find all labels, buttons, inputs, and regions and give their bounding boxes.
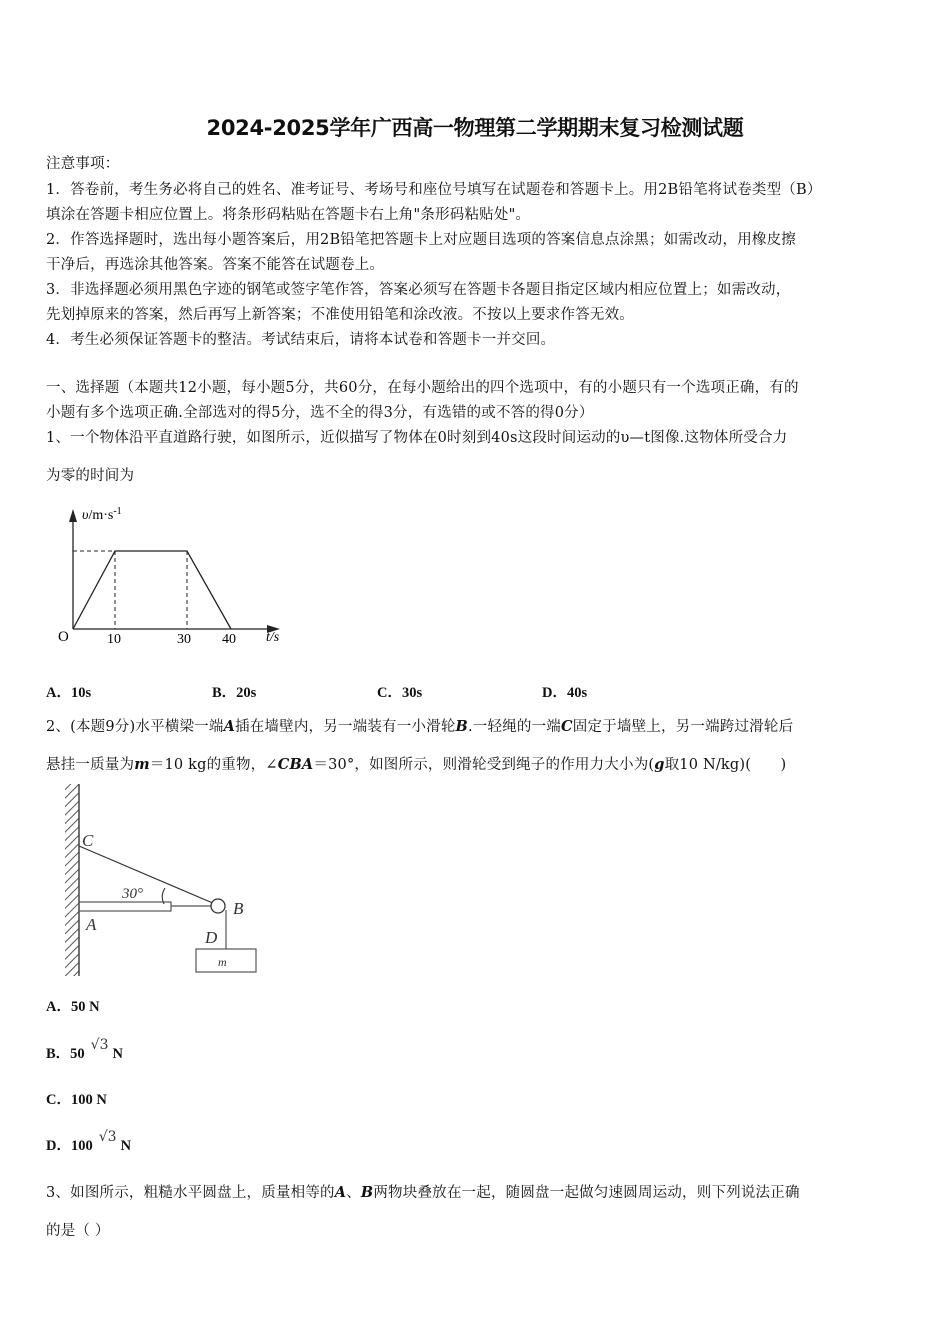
q1-graph-tick-30: 30 <box>177 632 191 647</box>
q3-stem-line-2: 的是（ ） <box>46 1223 110 1239</box>
q1-graph-ylabel: $\upsilon/m\cdot s^{-1}$ <box>82 506 122 523</box>
svg-text:D: D <box>205 928 218 947</box>
notice-line-5: 3．非选择题必须用黑色字迹的钢笔或签字笔作答，答案必须写在答题卡各题目指定区域内相应位置上；如需改动， <box>46 282 791 298</box>
q1-option-d[interactable]: D．40s <box>542 685 588 701</box>
q3-stem-line-1: 3、如图所示，粗糙水平圆盘上，质量相等的A、B两物块叠放在一起，随圆盘一起做匀速圆周运动，则下列说法正确 <box>46 1184 800 1201</box>
svg-text:A: A <box>86 915 97 934</box>
section-1-intro-line-2: 小题有多个选项正确.全部选对的得5分，选不全的得3分，有选错的或不答的得0分） <box>46 405 594 421</box>
page-title: 2024-2025学年广西高一物理第二学期期末复习检测试题 <box>206 116 744 140</box>
sqrt-symbol: √3 <box>90 1037 109 1053</box>
notice-line-1: 1．答卷前，考生务必将自己的姓名、准考证号、考场号和座位号填写在试题卷和答题卡上。用2B铅笔将试卷类型（B） <box>46 182 822 198</box>
q1-graph-xlabel: t/s <box>266 630 280 645</box>
section-1-intro-line-1: 一、选择题（本题共12小题，每小题5分，共60分，在每小题给出的四个选项中，有的小题只有一个选项正确，有的 <box>46 380 799 396</box>
notice-line-4: 干净后，再选涂其他答案。答案不能答在试题卷上。 <box>46 257 385 273</box>
notice-line-6: 先划掉原来的答案，然后再写上新答案；不准使用铅笔和涂改液。不按以上要求作答无效。 <box>46 307 634 323</box>
q2-option-a[interactable]: A．50 N <box>46 999 100 1015</box>
svg-text:m: m <box>218 955 227 969</box>
notice-heading: 注意事项： <box>46 156 120 172</box>
notice-line-2: 填涂在答题卡相应位置上。将条形码粘贴在答题卡右上角"条形码粘贴处"。 <box>46 207 531 223</box>
q1-option-c[interactable]: C．30s <box>377 685 423 701</box>
q1-stem-line-1: 1、一个物体沿平直道路行驶，如图所示，近似描写了物体在0时刻到40s这段时间运动的υ—t图像.这物体所受合力 <box>46 430 788 446</box>
svg-text:30°: 30° <box>122 886 143 902</box>
q2-stem-line-2: 悬挂一质量为m＝10 kg的重物，∠CBA＝30°，如图所示，则滑轮受到绳子的作用力大小为(g取10 N/kg)( ) <box>46 756 787 773</box>
sqrt-symbol: √3 <box>98 1129 117 1145</box>
q1-graph-origin: O <box>58 629 69 645</box>
q2-option-c[interactable]: C．100 N <box>46 1092 107 1108</box>
pulley-icon <box>211 899 225 913</box>
q1-stem-line-2: 为零的时间为 <box>46 468 135 484</box>
svg-text:C: C <box>82 831 94 850</box>
q2-stem-line-1: 2、(本题9分)水平横梁一端A插在墙壁内，另一端装有一小滑轮B.一轻绳的一端C固定于墙壁上，另一端跨过滑轮后 <box>46 718 794 735</box>
q2-option-b[interactable]: B．50√3N <box>46 1037 123 1062</box>
q2-option-d[interactable]: D．100√3N <box>46 1129 132 1154</box>
svg-text:B: B <box>233 899 244 918</box>
q1-option-b[interactable]: B．20s <box>212 685 257 701</box>
notice-line-3: 2．作答选择题时，选出每小题答案后，用2B铅笔把答题卡上对应题目选项的答案信息点涂黑；如需改动，用橡皮擦 <box>46 232 797 248</box>
notice-line-7: 4．考生必须保证答题卡的整洁。考试结束后，请将本试卷和答题卡一并交回。 <box>46 332 556 348</box>
q1-vt-graph <box>40 495 300 655</box>
wall-icon <box>65 784 79 976</box>
q1-graph-tick-40: 40 <box>222 632 236 647</box>
q1-option-a[interactable]: A．10s <box>46 685 92 701</box>
q1-graph-tick-10: 10 <box>107 632 121 647</box>
q2-pulley-figure <box>40 780 280 980</box>
